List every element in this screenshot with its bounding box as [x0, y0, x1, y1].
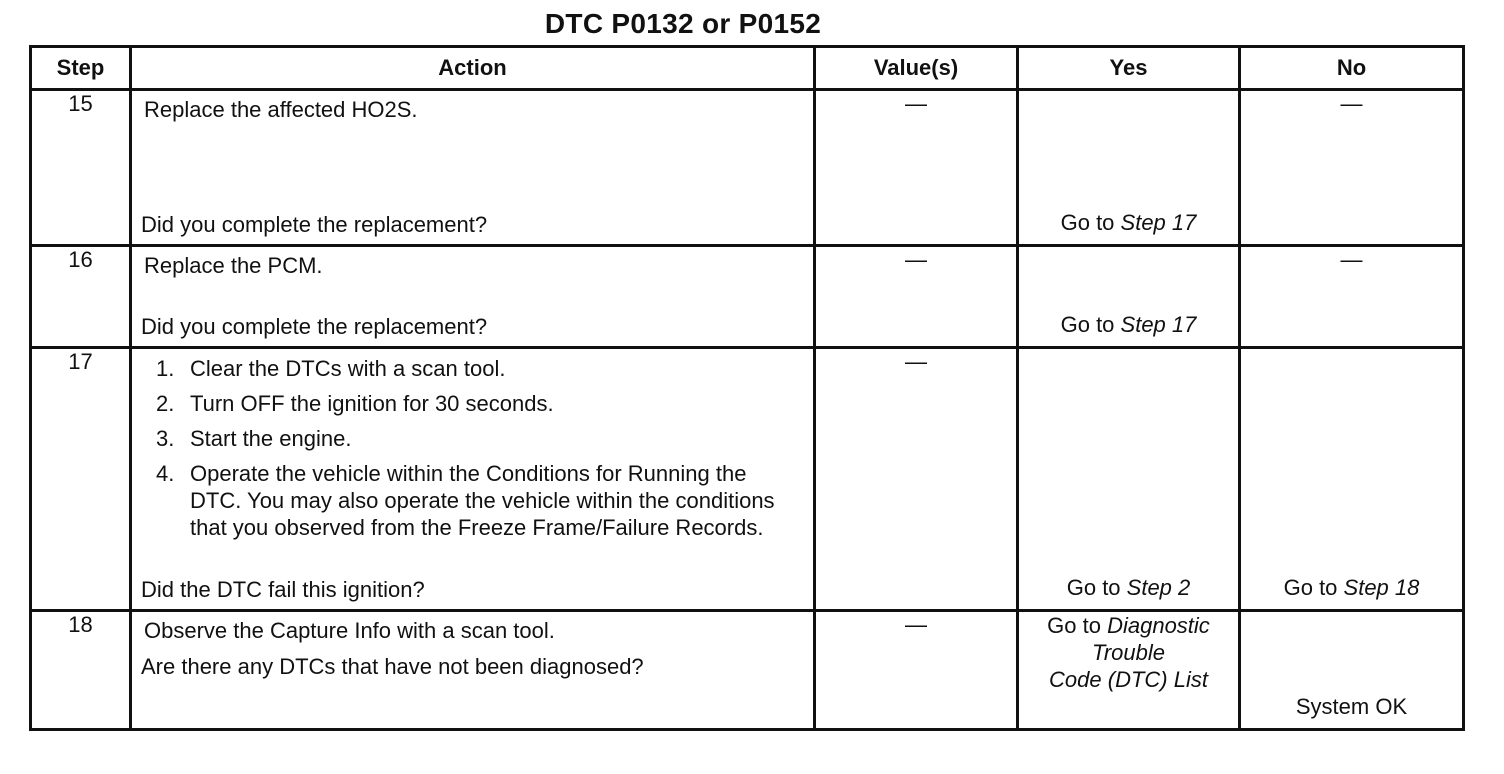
list-text: Turn OFF the ignition for 30 seconds.	[190, 391, 554, 416]
table-row	[31, 90, 1464, 246]
step-number	[31, 348, 131, 611]
action-question: Did you complete the replacement?	[141, 314, 488, 339]
yes-prefix: Go to	[1047, 613, 1108, 638]
yes-cell	[1018, 348, 1240, 611]
yes-link[interactable]	[1019, 612, 1238, 693]
step-number-text: 18	[68, 612, 93, 637]
yes-prefix: Go to	[1060, 312, 1121, 337]
yes-link[interactable]	[1019, 575, 1238, 601]
yes-step-ref[interactable]: Step 17	[1120, 312, 1197, 337]
header-step: Step	[31, 47, 131, 90]
yes-prefix: Go to	[1066, 575, 1127, 600]
action-steps	[132, 355, 803, 541]
yes-prefix: Go to	[1060, 210, 1121, 235]
yes-ref-line-2[interactable]: Trouble	[1092, 640, 1165, 665]
action-instruction: Replace the affected HO2S.	[144, 97, 418, 122]
no-cell	[1240, 348, 1464, 611]
value-dash: —	[905, 91, 927, 116]
header-yes: Yes	[1018, 47, 1240, 90]
list-item	[132, 460, 803, 541]
list-text: Operate the vehicle within the Conditions for Running the DTC. You may also operate the vehicle within the conditions that you observed from the Freeze Frame/Failure Records.	[190, 461, 775, 540]
yes-cell	[1018, 90, 1240, 246]
no-prefix: Go to	[1283, 575, 1344, 600]
value-cell	[815, 246, 1018, 348]
list-item	[132, 390, 803, 417]
header-row	[31, 47, 1464, 90]
no-result: System OK	[1295, 694, 1408, 719]
action-instruction: Replace the PCM.	[144, 253, 323, 278]
yes-cell	[1018, 611, 1240, 730]
value-dash: —	[905, 612, 927, 637]
list-number: 2.	[156, 391, 175, 416]
action-instruction: Observe the Capture Info with a scan tool.	[144, 618, 555, 643]
table-row	[31, 611, 1464, 730]
yes-step-ref[interactable]: Step 2	[1126, 575, 1191, 600]
no-step-ref[interactable]: Step 18	[1343, 575, 1420, 600]
table-row	[31, 246, 1464, 348]
action-question: Are there any DTCs that have not been diagnosed?	[141, 654, 644, 679]
value-cell	[815, 611, 1018, 730]
list-item	[132, 355, 803, 382]
diagnostic-table	[29, 45, 1465, 731]
list-text: Start the engine.	[190, 426, 352, 451]
header-values: Value(s)	[815, 47, 1018, 90]
list-text: Clear the DTCs with a scan tool.	[190, 356, 506, 381]
no-cell	[1240, 90, 1464, 246]
table-row	[31, 348, 1464, 611]
yes-link[interactable]	[1019, 210, 1238, 236]
numbered-steps-list	[132, 355, 803, 541]
action-question: Did the DTC fail this ignition?	[141, 577, 425, 602]
step-number	[31, 611, 131, 730]
yes-ref-line-1[interactable]: Diagnostic	[1107, 613, 1210, 638]
no-cell	[1240, 246, 1464, 348]
yes-cell	[1018, 246, 1240, 348]
action-cell	[131, 246, 815, 348]
action-cell	[131, 348, 815, 611]
no-dash: —	[1340, 91, 1363, 116]
action-question: Did you complete the replacement?	[141, 212, 488, 237]
action-cell	[131, 90, 815, 246]
step-number	[31, 246, 131, 348]
step-number	[31, 90, 131, 246]
yes-link[interactable]	[1019, 312, 1238, 338]
list-number: 4.	[156, 461, 175, 486]
no-link[interactable]	[1241, 575, 1462, 601]
list-number: 3.	[156, 426, 175, 451]
no-dash: —	[1340, 247, 1363, 272]
yes-step-ref[interactable]: Step 17	[1120, 210, 1197, 235]
page-title: DTC P0132 or P0152	[544, 8, 822, 39]
value-dash: —	[905, 247, 927, 272]
action-cell	[131, 611, 815, 730]
value-dash: —	[905, 349, 927, 374]
step-number-text: 17	[68, 349, 93, 374]
header-action: Action	[131, 47, 815, 90]
no-cell	[1240, 611, 1464, 730]
value-cell	[815, 90, 1018, 246]
step-number-text: 16	[68, 247, 93, 272]
yes-ref-line-3[interactable]: Code (DTC) List	[1049, 667, 1208, 692]
value-cell	[815, 348, 1018, 611]
list-number: 1.	[156, 356, 175, 381]
step-number-text: 15	[68, 91, 93, 116]
list-item	[132, 425, 803, 452]
header-no: No	[1240, 47, 1464, 90]
